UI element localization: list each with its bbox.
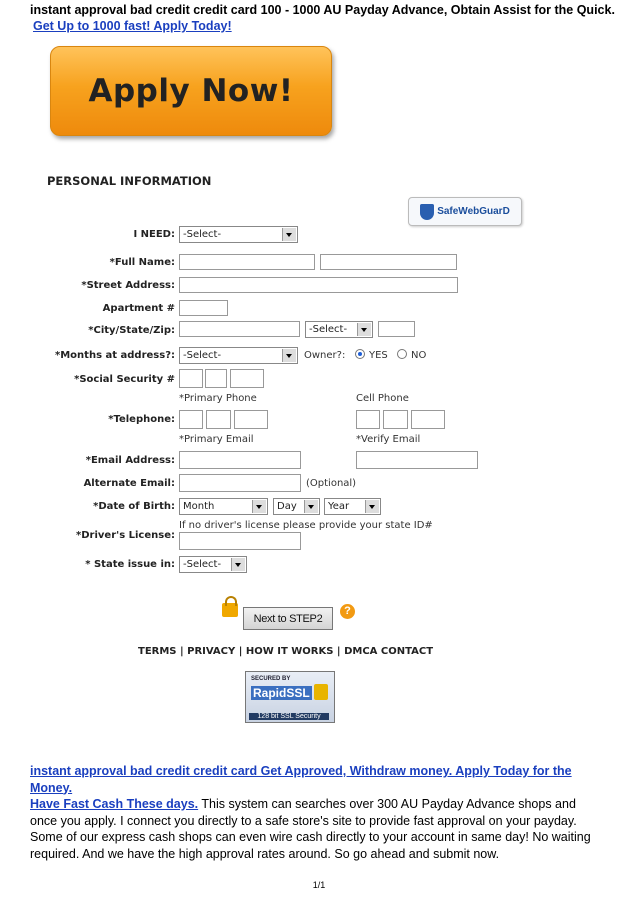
- alt-email-label: Alternate Email:: [83, 478, 175, 489]
- owner-yes-label: YES: [369, 350, 388, 361]
- email-label: *Email Address:: [85, 455, 175, 466]
- zip-input[interactable]: [378, 321, 415, 337]
- verify-email-input[interactable]: [356, 451, 478, 469]
- dob-day-select[interactable]: [273, 498, 320, 515]
- footer-links[interactable]: TERMS | PRIVACY | HOW IT WORKS | DMCA CONTACT: [138, 646, 434, 657]
- primary-phone-label: *Primary Phone: [179, 393, 257, 404]
- body-paragraph: [30, 763, 605, 862]
- owner-no-label: NO: [411, 350, 427, 361]
- full-name-label: *Full Name:: [109, 257, 175, 268]
- dob-year-value: Year: [328, 501, 350, 512]
- license-label: *Driver's License:: [76, 530, 175, 541]
- dob-year-select[interactable]: [324, 498, 381, 515]
- chevron-down-icon: [231, 558, 245, 571]
- license-input[interactable]: [179, 532, 301, 550]
- fast-cash-link[interactable]: Have Fast Cash These days.: [30, 797, 199, 811]
- city-label: *City/State/Zip:: [88, 325, 175, 336]
- months-select[interactable]: [179, 347, 298, 364]
- chevron-down-icon: [282, 228, 296, 241]
- chevron-down-icon: [252, 500, 266, 513]
- padlock-icon: [314, 684, 328, 700]
- cell-phone-prefix-input[interactable]: [383, 410, 408, 429]
- first-name-input[interactable]: [179, 254, 315, 270]
- email-input[interactable]: [179, 451, 301, 469]
- chevron-down-icon: [365, 500, 379, 513]
- optional-label: (Optional): [306, 478, 357, 489]
- apply-now-label: Apply Now!: [88, 73, 294, 109]
- owner-label: Owner?:: [304, 350, 346, 361]
- lock-icon: [222, 603, 238, 617]
- page-title: instant approval bad credit credit card 100 - 1000 AU Payday Advance, Obtain Assist for the Quick.: [30, 3, 615, 17]
- ssl-brand-label: RapidSSL: [253, 686, 310, 700]
- cell-phone-label: Cell Phone: [356, 393, 409, 404]
- alt-email-input[interactable]: [179, 474, 301, 492]
- months-select-value: -Select-: [183, 350, 222, 361]
- primary-phone-area-input[interactable]: [179, 410, 203, 429]
- help-icon[interactable]: ?: [340, 604, 355, 619]
- owner-yes-radio[interactable]: [355, 349, 365, 359]
- cell-phone-area-input[interactable]: [356, 410, 380, 429]
- verify-email-label: *Verify Email: [356, 434, 421, 445]
- need-select-value: -Select-: [183, 229, 222, 240]
- chevron-down-icon: [304, 500, 318, 513]
- chevron-down-icon: [357, 323, 371, 336]
- need-label: I NEED:: [133, 229, 175, 240]
- dob-month-select[interactable]: [179, 498, 268, 515]
- state-select[interactable]: [305, 321, 373, 338]
- street-label: *Street Address:: [81, 280, 175, 291]
- page-number: 1/1: [312, 880, 326, 890]
- last-name-input[interactable]: [320, 254, 457, 270]
- dob-day-value: Day: [277, 501, 297, 512]
- money-link[interactable]: instant approval bad credit credit card Get Approved, Withdraw money. Apply Today for the Money.: [30, 764, 572, 795]
- ssn-part1-input[interactable]: [179, 369, 203, 388]
- body-text: This system can searches over 300 AU Payday Advance shops and once you apply. I connect you directly to a safe store's site to provide fast approval on your payday. Some of our express cash shops can even wire cash directly to your account in same day! No waiting required. And we have the high approval rates around. So go ahead and submit now.: [30, 797, 591, 861]
- ssl-secured-label: SECURED BY: [251, 676, 291, 682]
- primary-phone-line-input[interactable]: [234, 410, 268, 429]
- dob-month-value: Month: [183, 501, 215, 512]
- license-note: If no driver's license please provide your state ID#: [179, 520, 433, 531]
- apply-today-link[interactable]: Get Up to 1000 fast! Apply Today!: [33, 19, 232, 33]
- state-issue-label: * State issue in:: [85, 559, 175, 570]
- months-label: *Months at address?:: [55, 350, 175, 361]
- primary-phone-prefix-input[interactable]: [206, 410, 231, 429]
- apartment-input[interactable]: [179, 300, 228, 316]
- next-step-button[interactable]: Next to STEP2: [243, 607, 333, 630]
- ssl-bits-label: 128 bit SSL Security: [249, 713, 329, 720]
- city-input[interactable]: [179, 321, 300, 337]
- section-title: PERSONAL INFORMATION: [47, 174, 212, 188]
- state-issue-select[interactable]: [179, 556, 247, 573]
- ssn-label: *Social Security #: [74, 374, 175, 385]
- shield-icon: [420, 204, 434, 220]
- state-issue-value: -Select-: [183, 559, 222, 570]
- chevron-down-icon: [282, 349, 296, 362]
- street-input[interactable]: [179, 277, 458, 293]
- badge-label: SafeWebGuarD: [437, 206, 510, 217]
- cell-phone-line-input[interactable]: [411, 410, 445, 429]
- need-select[interactable]: [179, 226, 298, 243]
- safewebguard-badge: [408, 197, 522, 226]
- primary-email-label: *Primary Email: [179, 434, 254, 445]
- apply-now-button[interactable]: [50, 46, 332, 136]
- ssn-part3-input[interactable]: [230, 369, 264, 388]
- owner-no-radio[interactable]: [397, 349, 407, 359]
- telephone-label: *Telephone:: [108, 414, 175, 425]
- state-select-value: -Select-: [309, 324, 348, 335]
- rapidssl-seal: [245, 671, 335, 723]
- dob-label: *Date of Birth:: [93, 501, 175, 512]
- ssn-part2-input[interactable]: [205, 369, 227, 388]
- apartment-label: Apartment #: [102, 303, 175, 314]
